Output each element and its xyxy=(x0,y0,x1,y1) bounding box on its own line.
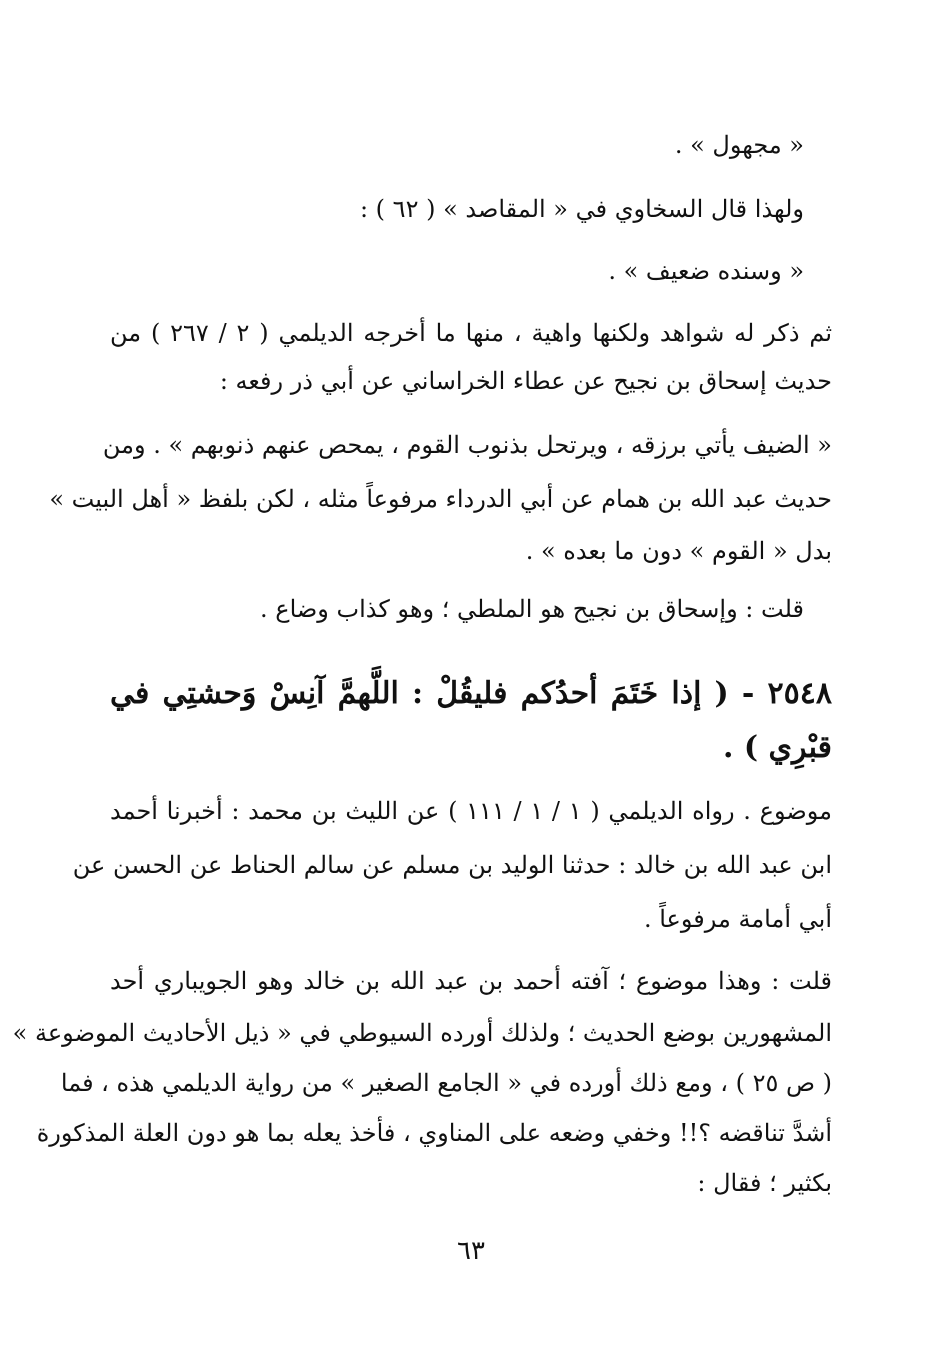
text-line: المشهورين بوضع الحديث ؛ ولذلك أورده السيوطي في « ذيل الأحاديث الموضوعة » xyxy=(12,1019,832,1047)
text-line: ثم ذكر له شواهد ولكنها واهية ، منها ما أخرجه الديلمي ( ٢ / ٢٦٧ ) من xyxy=(110,319,832,347)
text-line: بكثير ؛ فقال : xyxy=(697,1169,832,1197)
text-line: « الضيف يأتي برزقه ، ويرتحل بذنوب القوم ، يمحص عنهم ذنوبهم » . ومن xyxy=(102,431,832,459)
text-line: ( ص ٢٥ ) ، ومع ذلك أورده في « الجامع الصغير » من رواية الديلمي هذه ، فما xyxy=(60,1069,832,1097)
text-line: ولهذا قال السخاوي في « المقاصد » ( ٦٢ ) : xyxy=(359,195,804,223)
text-line: حديث إسحاق بن نجيح عن عطاء الخراساني عن أبي ذر رفعه : xyxy=(219,367,832,395)
hadith-heading: ٢٥٤٨ - ( إذا خَتَمَ أحدُكم فليقُلْ : اللَّهمَّ آنِسْ وَحشتِي في xyxy=(110,676,832,711)
document-page xyxy=(12,0,832,1361)
text-line: بدل « القوم » دون ما بعده » . xyxy=(525,537,832,565)
text-line: « وسنده ضعيف » . xyxy=(608,257,804,285)
text-line: ابن عبد الله بن خالد : حدثنا الوليد بن مسلم عن سالم الحناط عن الحسن عن xyxy=(72,851,832,879)
page-number: ٦٣ xyxy=(457,1236,485,1266)
text-line: أشدَّ تناقضه ؟!! وخفي وضعه على المناوي ، فأخذ يعله بما هو دون العلة المذكورة xyxy=(36,1119,832,1147)
text-line: موضوع . رواه الديلمي ( ١ / ١ / ١١١ ) عن الليث بن محمد : أخبرنا أحمد xyxy=(110,797,832,825)
text-line: قلت : وهذا موضوع ؛ آفته أحمد بن عبد الله بن خالد وهو الجويباري أحد xyxy=(110,967,832,995)
text-line: قلت : وإسحاق بن نجيح هو الملطي ؛ وهو كذاب وضاع . xyxy=(260,595,804,623)
text-line: حديث عبد الله بن همام عن أبي الدرداء مرفوعاً مثله ، لكن بلفظ « أهل البيت » xyxy=(49,485,832,513)
text-line: « مجهول » . xyxy=(674,131,804,159)
hadith-heading: قبْرِي ) . xyxy=(723,730,832,765)
text-line: أبي أمامة مرفوعاً . xyxy=(643,905,832,933)
